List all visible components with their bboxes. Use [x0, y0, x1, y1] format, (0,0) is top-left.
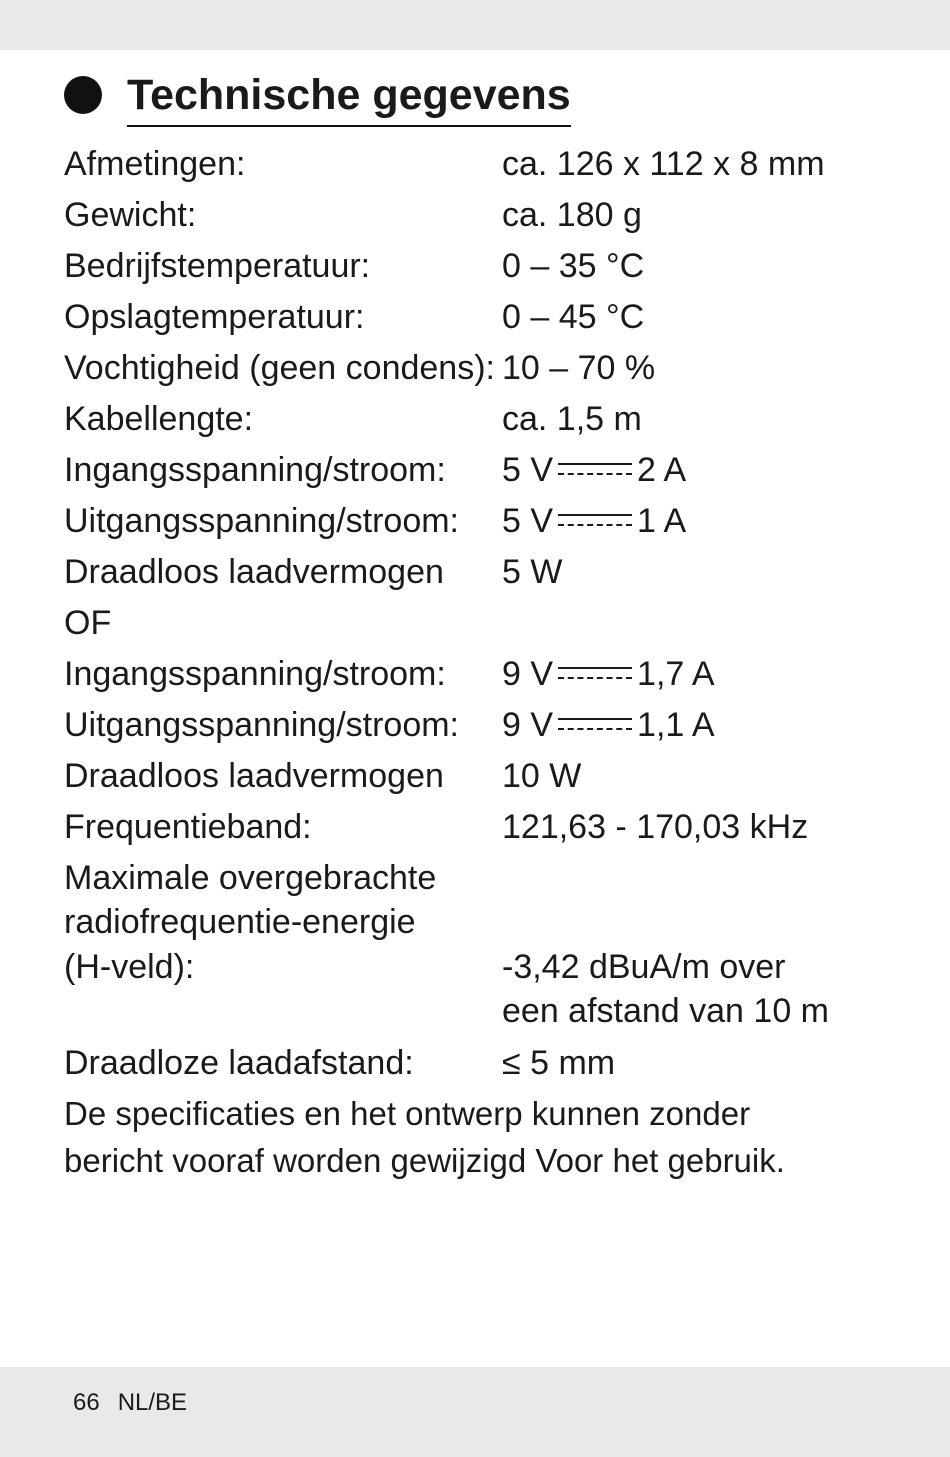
spec-label: Uitgangsspanning/stroom: — [64, 502, 460, 540]
spec-value — [502, 654, 715, 694]
current-value: 1,7 A — [637, 655, 715, 693]
current-value: 1,1 A — [637, 706, 715, 744]
current-value: 1 A — [637, 502, 687, 540]
or-label: OF — [64, 604, 112, 642]
page-number: 66 — [73, 1389, 100, 1416]
spec-label: Bedrijfstemperatuur: — [64, 247, 371, 285]
note-line: De specificaties en het ontwerp kunnen zonder — [64, 1095, 751, 1132]
bullet-icon — [64, 76, 102, 114]
page-footer — [73, 1388, 205, 1418]
spec-label: Draadloos laadvermogen — [64, 553, 444, 591]
spec-value: 10 – 70 % — [502, 349, 656, 387]
spec-label: Ingangsspanning/stroom: — [64, 655, 446, 693]
spec-label: radiofrequentie-energie — [64, 903, 416, 941]
spec-label: (H-veld): — [64, 948, 195, 986]
spec-value: 10 W — [502, 757, 582, 795]
direct-current-icon — [555, 654, 635, 694]
spec-value: ca. 1,5 m — [502, 400, 642, 438]
section-title: Technische gegevens — [127, 66, 571, 127]
spec-value: een afstand van 10 m — [502, 992, 830, 1030]
spec-label: Vochtigheid (geen condens): — [64, 349, 495, 387]
spec-value: 5 W — [502, 553, 563, 591]
top-band — [0, 0, 950, 50]
voltage-value: 5 V — [502, 502, 554, 540]
direct-current-icon — [555, 450, 635, 490]
spec-value: ca. 180 g — [502, 196, 642, 234]
note-line: bericht vooraf worden gewijzigd Voor het gebruik. — [64, 1142, 785, 1179]
locale-label: NL/BE — [117, 1389, 188, 1416]
spec-value — [502, 450, 686, 490]
spec-value: -3,42 dBuA/m over — [502, 948, 786, 986]
spec-label: Maximale overgebrachte — [64, 859, 437, 897]
voltage-value: 5 V — [502, 451, 554, 489]
spec-value: 121,63 - 170,03 kHz — [502, 808, 809, 846]
current-value: 2 A — [637, 451, 687, 489]
spec-label: Afmetingen: — [64, 145, 246, 183]
spec-label: Opslagtemperatuur: — [64, 298, 365, 336]
spec-label: Frequentieband: — [64, 808, 312, 846]
spec-value: 0 – 35 °C — [502, 247, 645, 285]
spec-label: Draadloze laadafstand: — [64, 1044, 414, 1082]
spec-label: Kabellengte: — [64, 400, 254, 438]
spec-value — [502, 501, 686, 541]
voltage-value: 9 V — [502, 706, 554, 744]
spec-label: Gewicht: — [64, 196, 197, 234]
spec-value — [502, 705, 715, 745]
spec-label: Uitgangsspanning/stroom: — [64, 706, 460, 744]
direct-current-icon — [555, 501, 635, 541]
spec-label: Ingangsspanning/stroom: — [64, 451, 446, 489]
voltage-value: 9 V — [502, 655, 554, 693]
direct-current-icon — [555, 705, 635, 745]
spec-value: 0 – 45 °C — [502, 298, 645, 336]
spec-value: ca. 126 x 112 x 8 mm — [502, 145, 825, 183]
spec-label: Draadloos laadvermogen — [64, 757, 444, 795]
spec-value: ≤ 5 mm — [502, 1044, 616, 1082]
